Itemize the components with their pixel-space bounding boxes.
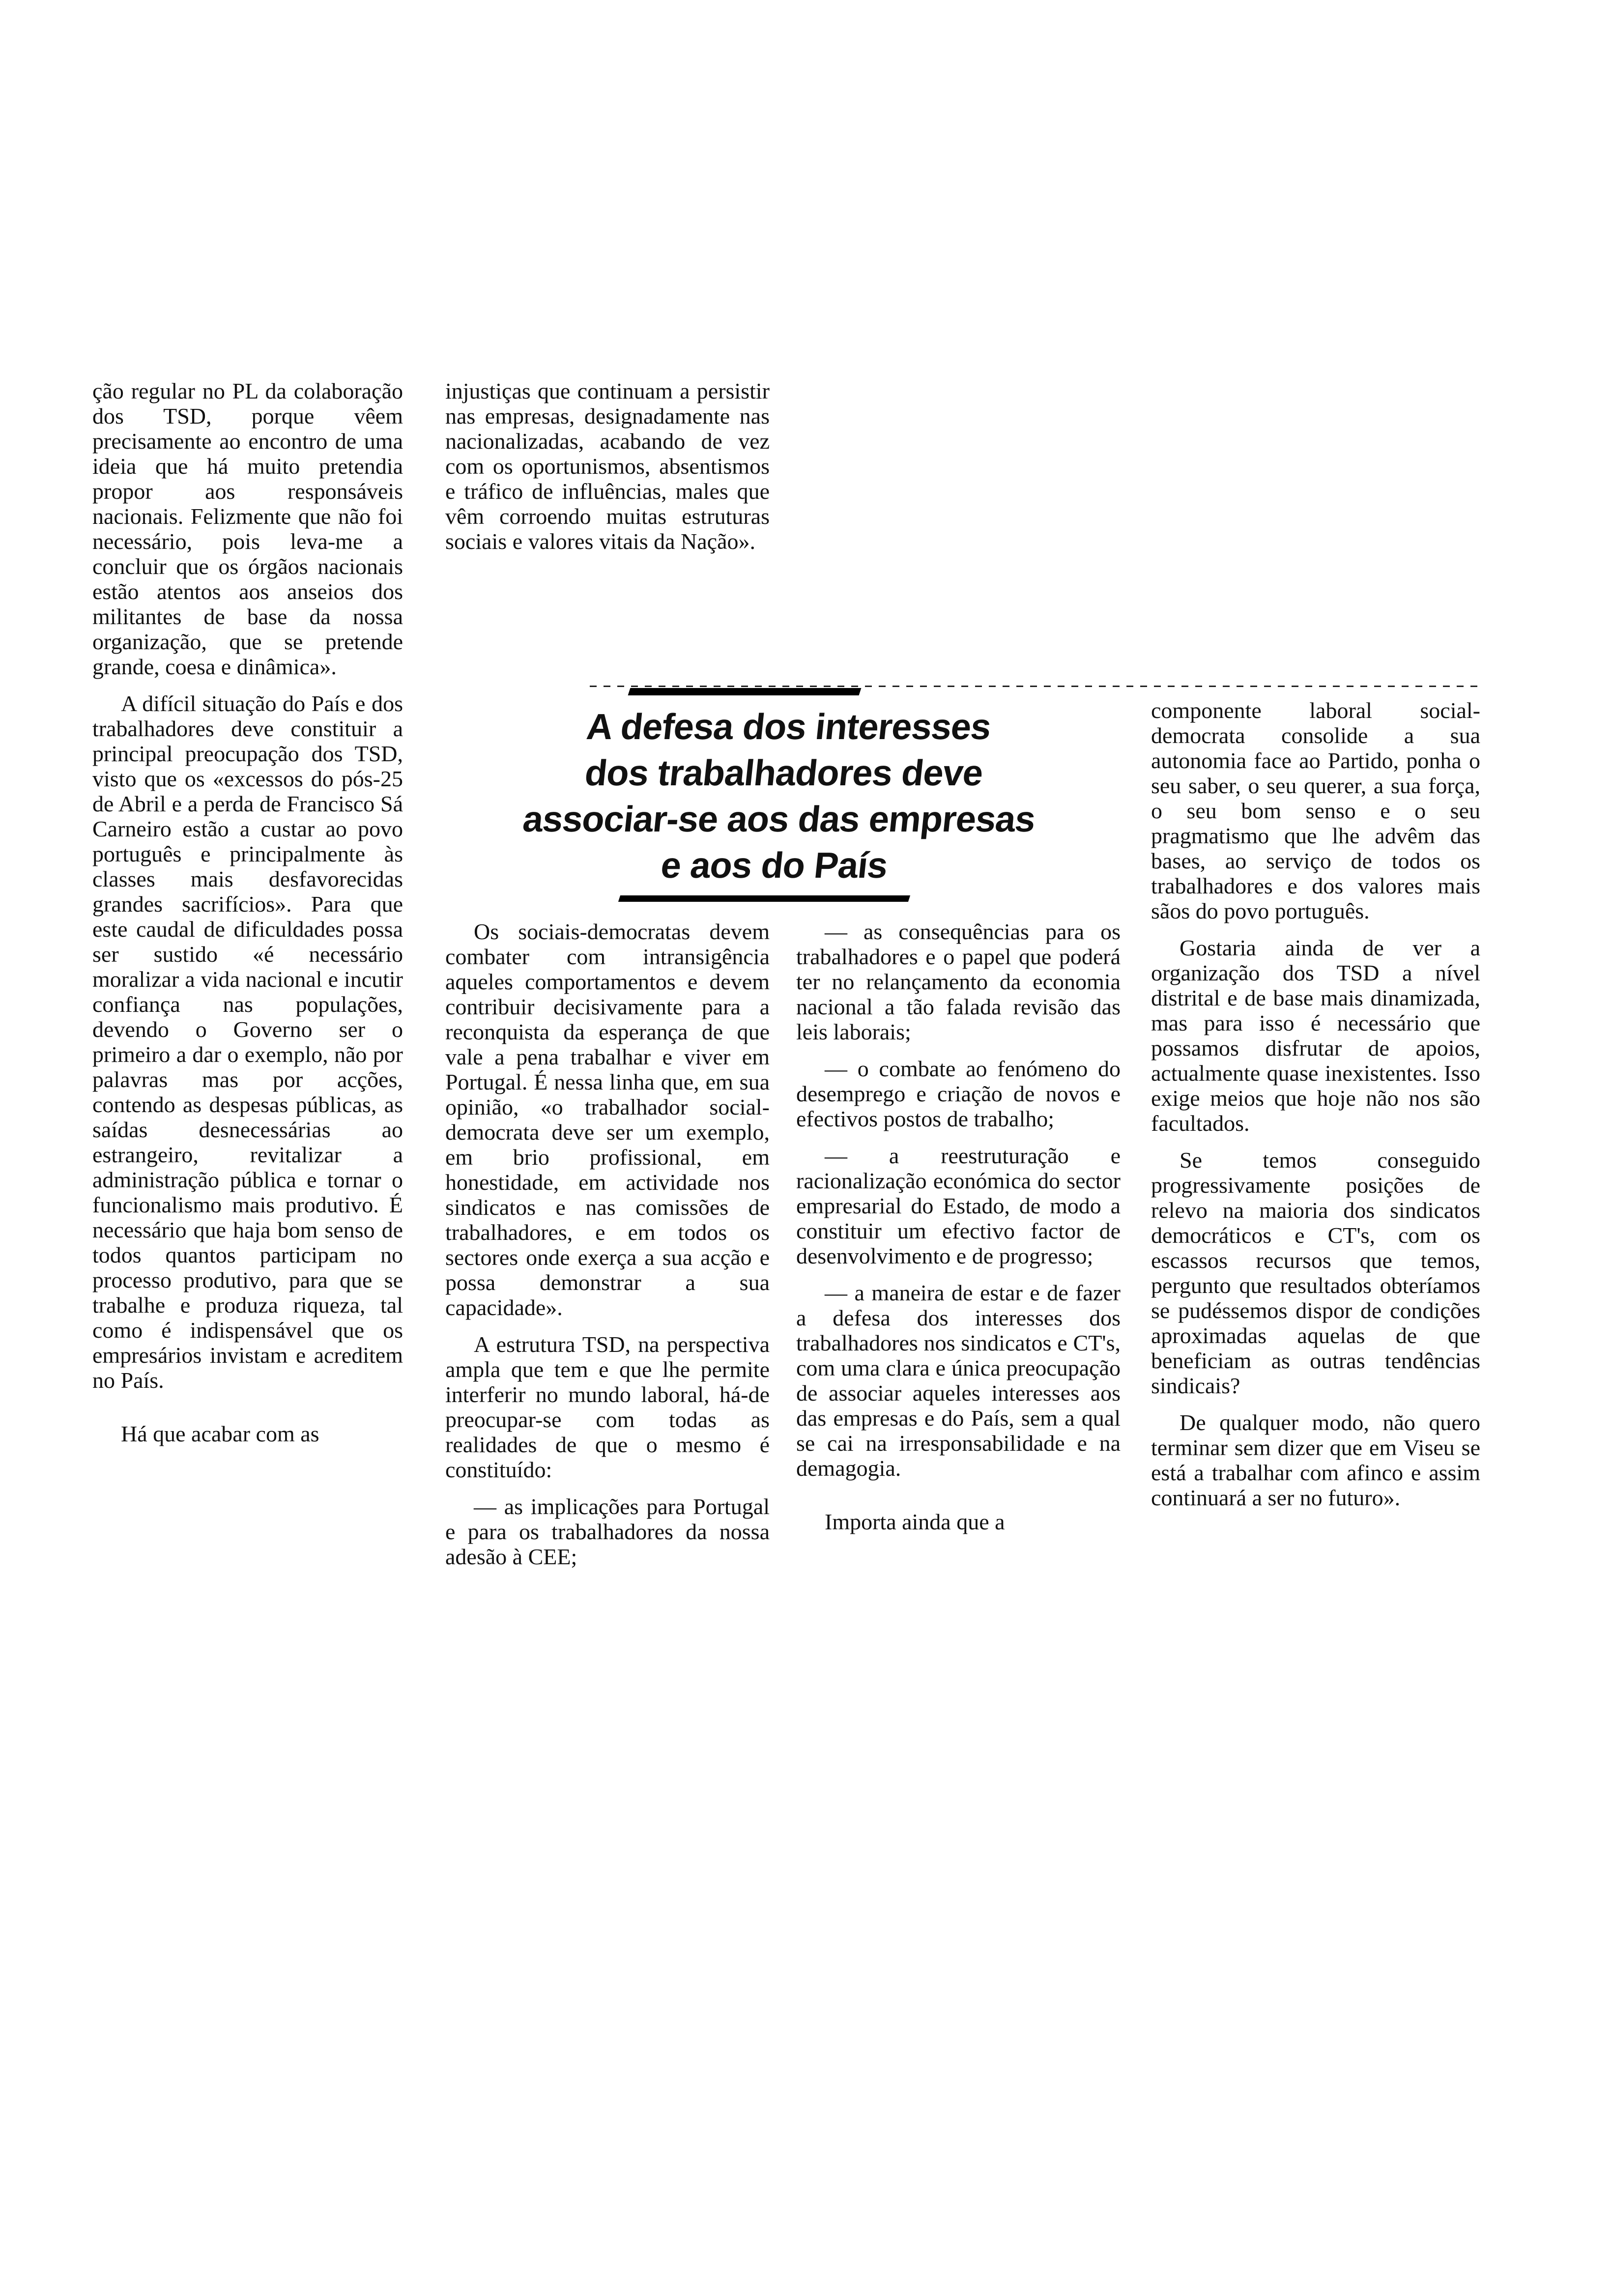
list-item: — a maneira de estar e de fazer a defesa dos interesses dos trabalhadores nos sindicatos e CT's, com uma clara e única preocupação de associar aqueles interesses aos das empresas e do País, sem a qual se cai na irresponsabilidade e na demagogia. xyxy=(796,1280,1121,1481)
headline-box xyxy=(472,673,1091,904)
headline-line-3: associar-se aos das empresas xyxy=(520,799,1037,839)
list-item: — a reestruturação e racionalização económica do sector empresarial do Estado, de modo a constituir um efectivo factor de desenvolvimento e de progresso; xyxy=(796,1143,1121,1268)
headline-line-2: dos trabalhadores deve xyxy=(583,752,985,793)
paragraph: Importa ainda que a xyxy=(825,1509,1005,1534)
headline-rule-bottom xyxy=(618,895,910,902)
paragraph: A difícil situação do País e dos trabalhadores deve constituir a principal preocupação dos TSD, visto que os «excessos do pós-25 de Abril e a perda de Francisco Sá Carneiro estão a custar ao povo português e principalmente às classes mais desfavorecidas grandes sacrifícios». Para que este caudal de dificuldades possa ser sustido «é necessário moralizar a vida nacional e incutir confiança nas populações, devendo o Governo ser o primeiro a dar o exemplo, não por palavras mas por acções, contendo as despesas públicas, as saídas desnecessárias ao estrangeiro, revitalizar a administração pública e tornar o funcionalismo mais produtivo. É necessário que haja bom senso de todos quantos participam no processo produtivo, para que se trabalhe e produza riqueza, tal como é indispensável que os empresários invistam e acreditem no País. xyxy=(92,691,403,1393)
article-column-5 xyxy=(1151,698,1480,1740)
list-item: — as implicações para Portugal e para os trabalhadores da nossa adesão à CEE; xyxy=(445,1494,770,1569)
paragraph: injustiças que continuam a persistir nas empresas, designadamente nas nacionalizadas, acabando de vez com os oportunismos, absentismos e tráfico de influências, males que vêm corroendo muitas estruturas sociais e valores vitais da Nação». xyxy=(445,378,770,554)
headline xyxy=(462,704,1101,889)
paragraph: componente laboral social-democrata consolide a sua autonomia face ao Partido, ponha o seu saber, o seu querer, a sua força, o seu bom senso e o seu pragmatismo que lhe advêm das bases, ao serviço de todos os trabalhadores e dos valores mais sãos do povo português. xyxy=(1151,698,1480,923)
paragraph: De qualquer modo, não quero terminar sem dizer que em Viseu se está a trabalhar com afinco e assim continuará a ser no futuro». xyxy=(1151,1410,1480,1510)
paragraph: Se temos conseguido progressivamente posições de relevo na maioria dos sindicatos democráticos e CT's, com os escassos recursos que temos, pergunto que resultados obteríamos se pudéssemos dispor de condições aproximadas aquelas de que beneficiam as outras tendências sindicais? xyxy=(1151,1148,1480,1398)
article-column-4 xyxy=(796,919,1121,1735)
paragraph: Gostaria ainda de ver a organização dos TSD a nível distrital e de base mais dinamizada, mas para isso é necessário que possamos disfrutar de apoios, actualmente quase inexistentes. Isso exige meios que hoje não nos são facultados. xyxy=(1151,935,1480,1136)
article-column-1 xyxy=(92,378,403,1730)
headline-line-1: A defesa dos interesses xyxy=(584,706,993,747)
article-column-3 xyxy=(445,919,770,1735)
paragraph: A estrutura TSD, na perspectiva ampla que tem e que lhe permite interferir no mundo laboral, há-de preocupar-se com todas as realidades de que o mesmo é constituído: xyxy=(445,1332,770,1482)
list-item: — as consequências para os trabalhadores e o papel que poderá ter no relançamento da economia nacional a tão falada revisão das leis laborais; xyxy=(796,919,1121,1044)
paragraph: Há que acabar com as xyxy=(121,1421,319,1446)
paragraph: ção regular no PL da colaboração dos TSD, porque vêem precisamente ao encontro de uma ideia que há muito pretendia propor aos responsáveis nacionais. Felizmente que não foi necessário, pois leva-me a concluir que os órgãos nacionais estão atentos aos anseios dos militantes de base da nossa organização, que se pretende grande, coesa e dinâmica». xyxy=(92,378,403,679)
list-item: — o combate ao fenómeno do desemprego e criação de novos e efectivos postos de trabalho; xyxy=(796,1056,1121,1131)
paragraph: Os sociais-democratas devem combater com intransigência aqueles comportamentos e devem contribuir decisivamente para a reconquista da esperança de que vale a pena trabalhar e viver em Portugal. É nessa linha que, em sua opinião, «o trabalhador social-democrata deve ser um exemplo, em brio profissional, em honestidade, em actividade nos sindicatos e nas comissões de trabalhadores, e em todos os sectores onde exerça a sua acção e possa demonstrar a sua capacidade». xyxy=(445,919,770,1320)
headline-rule-top xyxy=(628,688,862,695)
article-column-2 xyxy=(445,378,770,654)
headline-line-4: e aos do País xyxy=(659,845,890,886)
